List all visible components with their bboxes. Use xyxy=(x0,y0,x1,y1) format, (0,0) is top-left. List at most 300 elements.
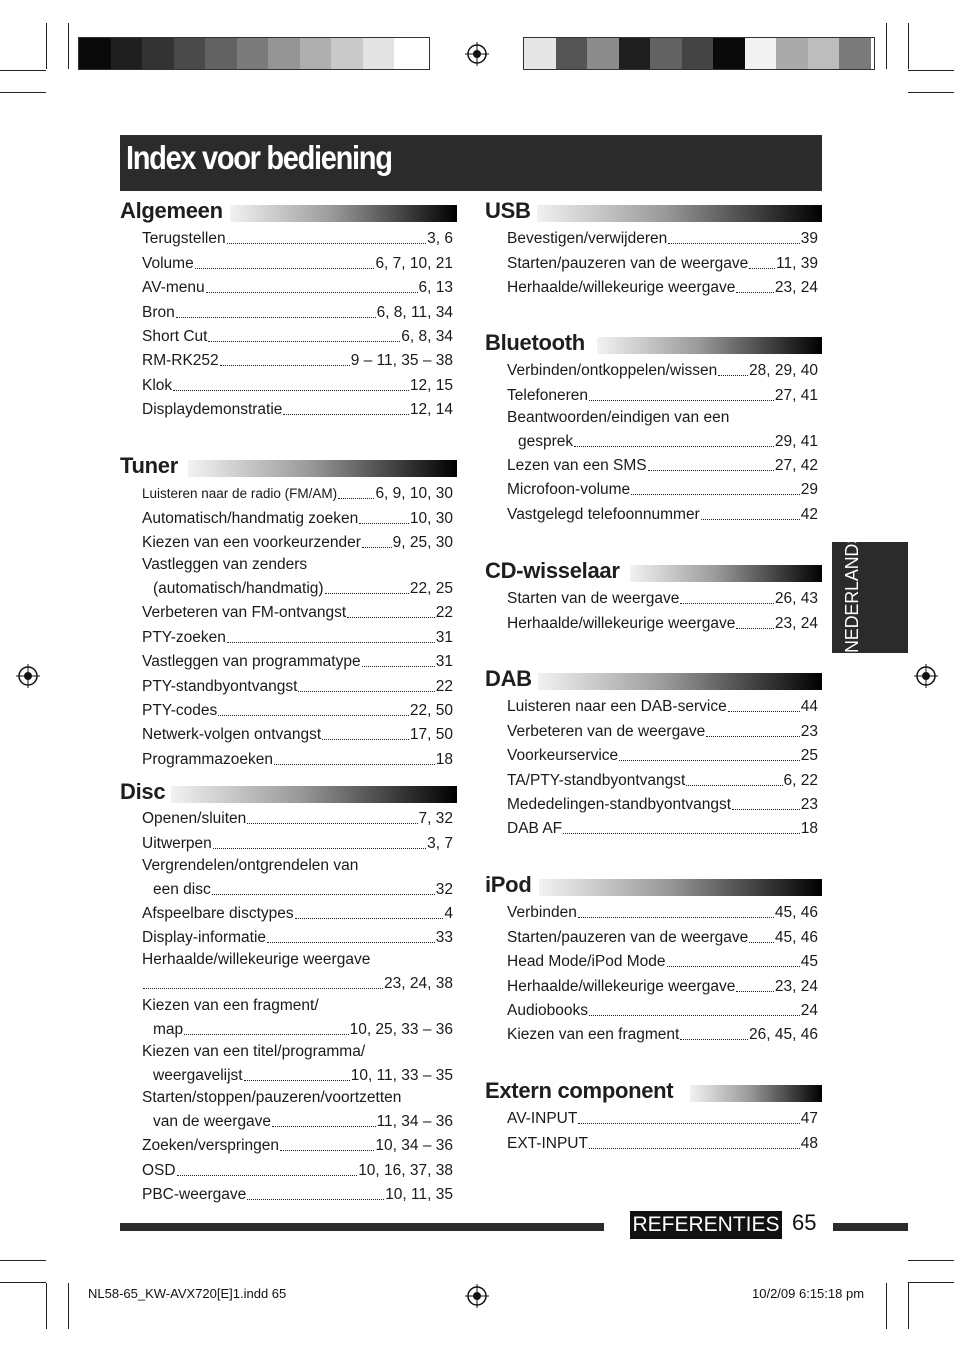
index-entry-row xyxy=(507,924,818,948)
section-gradient-bar xyxy=(539,879,822,896)
index-entry xyxy=(507,610,818,634)
index-entry xyxy=(507,407,818,453)
index-entry xyxy=(142,806,453,830)
index-entry-pages: 10, 30 xyxy=(409,509,453,527)
index-entry xyxy=(507,900,818,924)
index-entry-row xyxy=(507,792,818,816)
index-entry-label: Kiezen van een voorkeurzender xyxy=(142,534,361,552)
index-entry xyxy=(142,698,453,722)
dot-leader xyxy=(362,666,435,667)
index-entry-pages: 3, 6 xyxy=(427,230,453,248)
index-entry-label-line1: Kiezen van een fragment/ xyxy=(142,997,319,1015)
index-entry-label: Bevestigen/verwijderen xyxy=(507,230,668,248)
index-entry-label: Terugstellen xyxy=(142,230,226,248)
color-swatch xyxy=(237,38,269,69)
dot-leader xyxy=(227,243,427,244)
index-entry-label-line1: Beantwoorden/eindigen van een xyxy=(507,408,730,426)
index-entry xyxy=(142,1087,453,1133)
index-entry-row xyxy=(142,576,453,600)
index-entry-row xyxy=(507,743,818,767)
section-gradient-bar xyxy=(597,337,822,354)
index-entry xyxy=(507,1106,818,1130)
index-entry-row xyxy=(142,876,453,900)
dot-leader xyxy=(267,942,435,943)
dot-leader xyxy=(619,760,800,761)
index-entry-label: Display-informatie xyxy=(142,929,267,947)
index-entry xyxy=(507,586,818,610)
print-file-info: NL58-65_KW-AVX720[E]1.indd 65 xyxy=(88,1286,287,1301)
index-entry-label: (automatisch/handmatig) xyxy=(153,580,324,598)
dot-leader xyxy=(195,268,375,269)
color-swatch xyxy=(839,38,871,69)
index-entry xyxy=(142,1041,453,1087)
index-entry-row xyxy=(142,1109,453,1133)
page-title: Index voor bediening xyxy=(126,139,392,176)
index-entry-row xyxy=(507,226,818,250)
index-entry-row xyxy=(142,481,453,505)
index-entry-label-line1: Vergrendelen/ontgrendelen van xyxy=(142,856,359,874)
index-entry-label: OSD xyxy=(142,1161,176,1179)
color-swatch xyxy=(300,38,332,69)
index-entry-label: Uitwerpen xyxy=(142,834,212,852)
index-entry xyxy=(507,453,818,477)
index-entry xyxy=(142,481,453,505)
index-entry-pages: 24 xyxy=(800,1001,818,1019)
index-entry xyxy=(507,694,818,718)
index-entry xyxy=(142,299,453,323)
index-entry-row xyxy=(142,324,453,348)
index-entry-pages: 45, 46 xyxy=(774,904,818,922)
index-entry-pages: 9 – 11, 35 – 38 xyxy=(350,352,453,370)
index-entry xyxy=(142,673,453,697)
section-header xyxy=(485,558,822,587)
index-entry-row xyxy=(507,501,818,525)
index-entry-pages: 48 xyxy=(800,1134,818,1152)
color-swatch xyxy=(142,38,174,69)
index-entry-row xyxy=(507,1022,818,1046)
index-entry-pages: 29 xyxy=(800,481,818,499)
registration-mark-icon xyxy=(465,1284,489,1308)
index-entry-pages: 12, 15 xyxy=(409,376,453,394)
index-entry xyxy=(142,275,453,299)
index-entry-pages: 23, 24 xyxy=(774,614,818,632)
language-side-tab xyxy=(832,531,908,653)
dot-leader xyxy=(206,292,418,293)
index-entry xyxy=(142,830,453,854)
index-entry-label-line1: Starten/stoppen/pauzeren/voortzetten xyxy=(142,1089,402,1107)
section-gradient-bar xyxy=(170,786,457,803)
dot-leader xyxy=(578,1123,799,1124)
index-entry-pages: 18 xyxy=(800,820,818,838)
index-entry-label: Starten/pauzeren van de weergave xyxy=(507,254,749,272)
index-entry-label: Zoeken/verspringen xyxy=(142,1137,279,1155)
index-entry-row xyxy=(507,610,818,634)
section-cd-wisselaar xyxy=(485,558,822,643)
index-entry xyxy=(507,1130,818,1154)
index-entry-label: Verbinden/ontkoppelen/wissen xyxy=(507,362,718,380)
index-entry xyxy=(142,397,453,421)
section-header xyxy=(485,198,822,227)
dot-leader xyxy=(736,292,774,293)
index-entry-label: AV-INPUT xyxy=(507,1110,578,1128)
index-entry-pages: 10, 34 – 36 xyxy=(375,1137,453,1155)
index-entry-row xyxy=(142,746,453,770)
section-tuner xyxy=(120,453,457,778)
index-entry-pages: 23, 24, 38 xyxy=(384,975,453,993)
index-entry xyxy=(507,358,818,382)
color-swatch xyxy=(394,38,426,69)
index-entry-pages: 23 xyxy=(800,795,818,813)
index-entry-pages: 23, 24 xyxy=(774,977,818,995)
dot-leader xyxy=(686,785,782,786)
index-entry-pages: 44 xyxy=(800,698,818,716)
color-strip-left xyxy=(78,37,430,70)
index-entry-label: PTY-standbyontvangst xyxy=(142,677,298,695)
index-entry-label: Openen/sluiten xyxy=(142,810,247,828)
index-entry-row xyxy=(142,1182,453,1206)
index-entry-pages: 47 xyxy=(800,1110,818,1128)
index-entry xyxy=(142,554,453,600)
section-gradient-bar xyxy=(230,205,457,222)
index-entry-label: Vastleggen van programmatype xyxy=(142,653,361,671)
dot-leader xyxy=(668,243,799,244)
index-entry-row xyxy=(142,624,453,648)
color-swatch xyxy=(808,38,840,69)
section-gradient-bar xyxy=(537,673,822,690)
index-entry-label: weergavelijst xyxy=(153,1067,243,1085)
dot-leader xyxy=(184,1034,348,1035)
dot-leader xyxy=(213,848,426,849)
color-strip-right xyxy=(523,37,875,70)
index-entry xyxy=(507,973,818,997)
dot-leader xyxy=(701,519,800,520)
index-entry-pages: 10, 25, 33 – 36 xyxy=(349,1021,453,1039)
index-entry-pages: 17, 50 xyxy=(409,726,453,744)
dot-leader xyxy=(220,365,350,366)
dot-leader xyxy=(631,494,800,495)
section-extern-component xyxy=(485,1078,822,1163)
dot-leader xyxy=(718,375,748,376)
section-gradient-bar xyxy=(188,460,457,477)
index-entry xyxy=(142,600,453,624)
index-entry xyxy=(507,1022,818,1046)
index-entry xyxy=(507,382,818,406)
index-entry xyxy=(142,925,453,949)
index-entry-pages: 22, 25 xyxy=(409,580,453,598)
index-entry xyxy=(507,275,818,299)
index-entry-pages: 32 xyxy=(435,880,453,898)
page-title-bar xyxy=(120,135,822,191)
index-entry-row xyxy=(142,505,453,529)
index-entry-label-line1: Vastleggen van zenders xyxy=(142,556,308,574)
color-swatch xyxy=(524,38,556,69)
language-label: NEDERLANDS xyxy=(842,531,862,653)
index-entry-row xyxy=(507,973,818,997)
index-entry-label: TA/PTY-standbyontvangst xyxy=(507,771,686,789)
index-entry xyxy=(507,718,818,742)
index-entry-row xyxy=(142,348,453,372)
index-entry-pages: 18 xyxy=(435,750,453,768)
index-entry xyxy=(507,792,818,816)
index-entry xyxy=(142,348,453,372)
index-entry-row xyxy=(142,722,453,746)
dot-leader xyxy=(589,1148,800,1149)
index-entry-label: Luisteren naar een DAB-service xyxy=(507,698,727,716)
index-entry-pages: 3, 7 xyxy=(427,834,453,852)
section-dab xyxy=(485,666,822,841)
section-title: Tuner xyxy=(120,453,184,479)
dot-leader xyxy=(322,739,409,740)
index-entry-row xyxy=(507,998,818,1022)
index-entry xyxy=(507,767,818,791)
index-entry-row xyxy=(507,358,818,382)
index-entry-label: Telefoneren xyxy=(507,386,589,404)
section-title: Extern component xyxy=(485,1078,679,1104)
dot-leader xyxy=(177,1175,358,1176)
index-entry xyxy=(142,722,453,746)
index-entry xyxy=(507,501,818,525)
dot-leader xyxy=(578,917,774,918)
index-entry-label: Klok xyxy=(142,376,173,394)
index-entry-label: Head Mode/iPod Mode xyxy=(507,953,666,971)
section-gradient-bar xyxy=(535,205,822,222)
index-entry xyxy=(142,324,453,348)
index-entry-label: Herhaalde/willekeurige weergave xyxy=(507,279,736,297)
index-entry-label: Mededelingen-standbyontvangst xyxy=(507,795,732,813)
index-entry-pages: 27, 41 xyxy=(774,386,818,404)
index-entry-label: AV-menu xyxy=(142,279,205,297)
index-entry-label-line1: Kiezen van een titel/programma/ xyxy=(142,1043,366,1061)
index-entry-row xyxy=(507,453,818,477)
section-header xyxy=(485,330,822,359)
index-entry-row xyxy=(507,718,818,742)
index-entry-pages: 26, 43 xyxy=(774,590,818,608)
index-entry-pages: 22 xyxy=(435,677,453,695)
section-gradient-bar xyxy=(630,565,822,582)
index-entry-label: Verbinden xyxy=(507,904,577,922)
index-entry-label: Luisteren naar de radio (FM/AM) xyxy=(142,486,338,502)
index-entry-pages: 33 xyxy=(435,929,453,947)
section-header xyxy=(485,666,822,695)
color-swatch xyxy=(650,38,682,69)
index-entry-row xyxy=(507,900,818,924)
index-entry-row xyxy=(507,586,818,610)
index-entry-label: Audiobooks xyxy=(507,1001,589,1019)
section-header xyxy=(120,453,457,482)
index-entry xyxy=(142,995,453,1041)
index-entry-label: Kiezen van een fragment xyxy=(507,1026,680,1044)
index-entry xyxy=(142,505,453,529)
dot-leader xyxy=(749,268,775,269)
dot-leader xyxy=(338,498,374,499)
index-entry-row xyxy=(142,1157,453,1181)
index-entry-pages: 10, 11, 35 xyxy=(385,1186,453,1204)
section-algemeen xyxy=(120,198,457,433)
dot-leader xyxy=(706,736,800,737)
dot-leader xyxy=(362,547,392,548)
color-swatch xyxy=(174,38,206,69)
index-entry xyxy=(142,250,453,274)
dot-leader xyxy=(247,1199,384,1200)
index-entry-pages: 22, 50 xyxy=(409,702,453,720)
index-entry-row xyxy=(507,816,818,840)
index-entry xyxy=(142,1133,453,1157)
index-entry-pages: 6, 8, 34 xyxy=(401,327,453,345)
index-entry-pages: 23 xyxy=(800,722,818,740)
index-entry-row xyxy=(142,698,453,722)
index-entry-row xyxy=(507,250,818,274)
dot-leader xyxy=(736,991,774,992)
dot-leader xyxy=(212,894,435,895)
dot-leader xyxy=(589,1015,800,1016)
index-entry-label: Short Cut xyxy=(142,327,208,345)
index-entry-pages: 22 xyxy=(435,604,453,622)
index-entry xyxy=(142,372,453,396)
dot-leader xyxy=(272,1126,376,1127)
index-entry-row xyxy=(142,1063,453,1087)
index-entry-label: gesprek xyxy=(518,432,574,450)
index-entry-label: Herhaalde/willekeurige weergave xyxy=(507,614,736,632)
index-entry-label: Verbeteren van de weergave xyxy=(507,722,706,740)
dot-leader xyxy=(325,593,409,594)
index-entry-row xyxy=(507,275,818,299)
index-entry-pages: 39 xyxy=(800,230,818,248)
index-entry-pages: 26, 45, 46 xyxy=(749,1026,818,1044)
dot-leader xyxy=(247,823,417,824)
dot-leader xyxy=(732,809,800,810)
index-entry-row xyxy=(507,428,818,452)
dot-leader xyxy=(563,833,800,834)
color-swatch xyxy=(331,38,363,69)
index-entry-label: RM-RK252 xyxy=(142,352,219,370)
dot-leader xyxy=(749,942,774,943)
index-entry xyxy=(142,649,453,673)
index-entry-pages: 11, 39 xyxy=(776,254,818,272)
index-entry xyxy=(142,949,453,995)
dot-leader xyxy=(589,400,774,401)
index-entry-label: Displaydemonstratie xyxy=(142,401,283,419)
index-entry-label: Vastgelegd telefoonnummer xyxy=(507,505,700,523)
index-entry-label: EXT-INPUT xyxy=(507,1134,588,1152)
dot-leader xyxy=(143,988,383,989)
dot-leader xyxy=(176,317,376,318)
color-swatch xyxy=(205,38,237,69)
footer-bar-right xyxy=(833,1223,908,1231)
index-entry-pages: 27, 42 xyxy=(774,457,818,475)
index-entry-row xyxy=(507,1130,818,1154)
index-entry-row xyxy=(142,971,453,995)
index-entry-label: Afspeelbare disctypes xyxy=(142,905,294,923)
dot-leader xyxy=(274,764,435,765)
color-swatch xyxy=(268,38,300,69)
index-entry-label: DAB AF xyxy=(507,820,563,838)
index-entry xyxy=(507,816,818,840)
index-entry-label: Microfoon-volume xyxy=(507,481,631,499)
color-swatch xyxy=(776,38,808,69)
section-ipod xyxy=(485,872,822,1047)
index-entry xyxy=(507,250,818,274)
index-entry-row xyxy=(142,806,453,830)
index-entry-label: PTY-codes xyxy=(142,702,218,720)
index-entry-pages: 28, 29, 40 xyxy=(749,362,818,380)
index-entry-row xyxy=(142,250,453,274)
color-swatch xyxy=(79,38,111,69)
section-title: USB xyxy=(485,198,537,224)
index-entry-label: Starten/pauzeren van de weergave xyxy=(507,928,749,946)
index-entry-label: Voorkeurservice xyxy=(507,747,619,765)
index-entry-pages: 23, 24 xyxy=(774,279,818,297)
index-entry xyxy=(142,746,453,770)
index-entry-label: een disc xyxy=(153,880,211,898)
section-header xyxy=(120,779,457,808)
index-entry xyxy=(142,530,453,554)
section-title: Algemeen xyxy=(120,198,229,224)
index-entry-pages: 6, 22 xyxy=(783,771,818,789)
index-entry xyxy=(142,1182,453,1206)
index-entry xyxy=(507,949,818,973)
color-swatch xyxy=(556,38,588,69)
index-entry-pages: 10, 16, 37, 38 xyxy=(358,1161,453,1179)
index-entry xyxy=(507,998,818,1022)
index-entry xyxy=(507,743,818,767)
index-entry-row xyxy=(142,1017,453,1041)
footer-bar-left xyxy=(120,1223,604,1231)
print-timestamp: 10/2/09 6:15:18 pm xyxy=(752,1286,865,1301)
index-entry-label: Programmazoeken xyxy=(142,750,273,768)
index-entry-pages: 31 xyxy=(435,628,453,646)
dot-leader xyxy=(728,711,800,712)
section-label: REFERENTIES xyxy=(630,1211,782,1239)
section-usb xyxy=(485,198,822,303)
color-swatch xyxy=(363,38,395,69)
index-entry-row xyxy=(142,299,453,323)
index-entry-row xyxy=(142,600,453,624)
color-swatch xyxy=(745,38,777,69)
color-swatch xyxy=(682,38,714,69)
dot-leader xyxy=(736,628,774,629)
index-entry-pages: 45, 46 xyxy=(774,928,818,946)
index-entry-pages: 6, 9, 10, 30 xyxy=(375,485,453,503)
section-bluetooth xyxy=(485,330,822,535)
index-entry-label: map xyxy=(153,1021,184,1039)
index-entry-label: Volume xyxy=(142,254,194,272)
index-entry-pages: 6, 8, 11, 34 xyxy=(376,303,453,321)
index-entry-pages: 12, 14 xyxy=(409,401,453,419)
dot-leader xyxy=(648,470,774,471)
registration-mark-icon xyxy=(465,42,489,66)
index-entry-label-line1: Herhaalde/willekeurige weergave xyxy=(142,951,371,969)
section-title: CD-wisselaar xyxy=(485,558,626,584)
index-entry-pages: 31 xyxy=(435,653,453,671)
dot-leader xyxy=(574,446,774,447)
index-entry-row xyxy=(142,397,453,421)
index-entry xyxy=(142,624,453,648)
dot-leader xyxy=(173,390,409,391)
index-entry xyxy=(142,901,453,925)
index-entry xyxy=(507,477,818,501)
index-entry-row xyxy=(142,372,453,396)
index-entry-pages: 4 xyxy=(444,905,453,923)
index-entry-pages: 45 xyxy=(800,953,818,971)
dot-leader xyxy=(347,617,435,618)
index-entry-row xyxy=(507,694,818,718)
dot-leader xyxy=(283,414,408,415)
index-entry-label: Herhaalde/willekeurige weergave xyxy=(507,977,736,995)
dot-leader xyxy=(227,642,435,643)
index-entry xyxy=(142,855,453,901)
index-entry-label: Verbeteren van FM-ontvangst xyxy=(142,604,347,622)
dot-leader xyxy=(208,341,400,342)
